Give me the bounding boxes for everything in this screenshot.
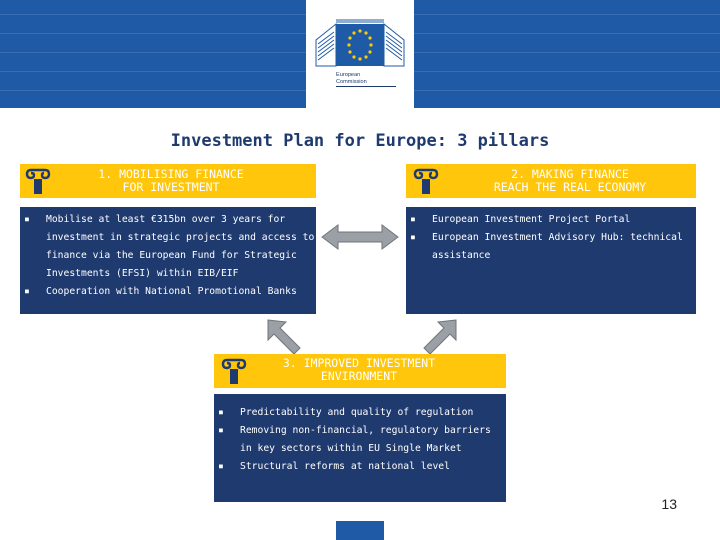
bullet-line: Predictability and quality of regulation [240, 407, 474, 418]
bullet-line: Mobilise at least €315bn over 3 years for [46, 214, 286, 225]
double-arrow-icon [320, 222, 400, 252]
pillar3-bullet-1 [214, 404, 506, 422]
pillar1-title-line2: FOR INVESTMENT [122, 180, 220, 194]
bullet-symbol: ▪ [24, 286, 30, 297]
pillar3-header [214, 354, 506, 388]
pillar3-title-line2: ENVIRONMENT [320, 369, 398, 383]
logo-line1: European [336, 72, 361, 78]
pillar3-bullet-2 [214, 422, 506, 458]
header-banner [0, 0, 720, 108]
bullet-line: Structural reforms at national level [240, 461, 450, 472]
pillar2-title-line1: 2. MAKING FINANCE [511, 167, 629, 181]
bullet-line: Removing non-financial, regulatory barriers [240, 425, 491, 436]
bullet-symbol: ▪ [218, 407, 224, 418]
bullet-symbol: ▪ [24, 214, 30, 225]
bullet-line: assistance [432, 250, 491, 261]
pillar3-title-line1: 3. IMPROVED INVESTMENT [282, 356, 436, 370]
pillar1-title-line1: 1. MOBILISING FINANCE [98, 167, 244, 181]
pillar1-bullet-2 [20, 283, 316, 301]
bullet-line: Cooperation with National Promotional Banks [46, 286, 297, 297]
ionic-column-icon [412, 168, 440, 194]
bullet-symbol: ▪ [218, 425, 224, 436]
logo-line2: Commission [336, 79, 396, 88]
pillar2-bullet-1 [406, 211, 696, 229]
pillar3-panel [214, 394, 506, 502]
page-number: 13 [661, 496, 677, 512]
page-title: Investment Plan for Europe: 3 pillars [170, 131, 550, 151]
ionic-column-icon [220, 358, 248, 384]
pillar1-bullet-1 [20, 211, 316, 283]
european-commission-logo [306, 0, 414, 108]
bullet-symbol: ▪ [410, 232, 416, 243]
pillar1-header [20, 164, 316, 198]
arrow-up-left-icon [264, 316, 304, 356]
bullet-line: investment in strategic projects and access to [46, 232, 315, 243]
eu-flag-strip [336, 521, 384, 540]
pillar2-header [406, 164, 696, 198]
bullet-line: finance via the European Fund for Strategic [46, 250, 297, 261]
pillar1-panel [20, 207, 316, 314]
pillar2-title [452, 168, 688, 194]
pillar2-panel [406, 207, 696, 314]
bullet-symbol: ▪ [410, 214, 416, 225]
bullet-line: in key sectors within EU Single Market [240, 443, 462, 454]
berlaymont-building-icon [306, 0, 414, 108]
pillar3-bullet-3 [214, 458, 506, 476]
bullet-symbol: ▪ [218, 461, 224, 472]
pillar2-bullet-2 [406, 229, 696, 265]
arrow-up-right-icon [420, 316, 460, 356]
bullet-line: Investments (EFSI) within EIB/EIF [46, 268, 239, 279]
pillar2-title-line2: REACH THE REAL ECONOMY [493, 180, 647, 194]
bullet-line: European Investment Advisory Hub: technical [432, 232, 683, 243]
bullet-line: European Investment Project Portal [432, 214, 631, 225]
logo-wordmark [336, 72, 396, 87]
ionic-column-icon [24, 168, 52, 194]
pillar3-title [254, 357, 464, 383]
pillar1-title [66, 168, 276, 194]
